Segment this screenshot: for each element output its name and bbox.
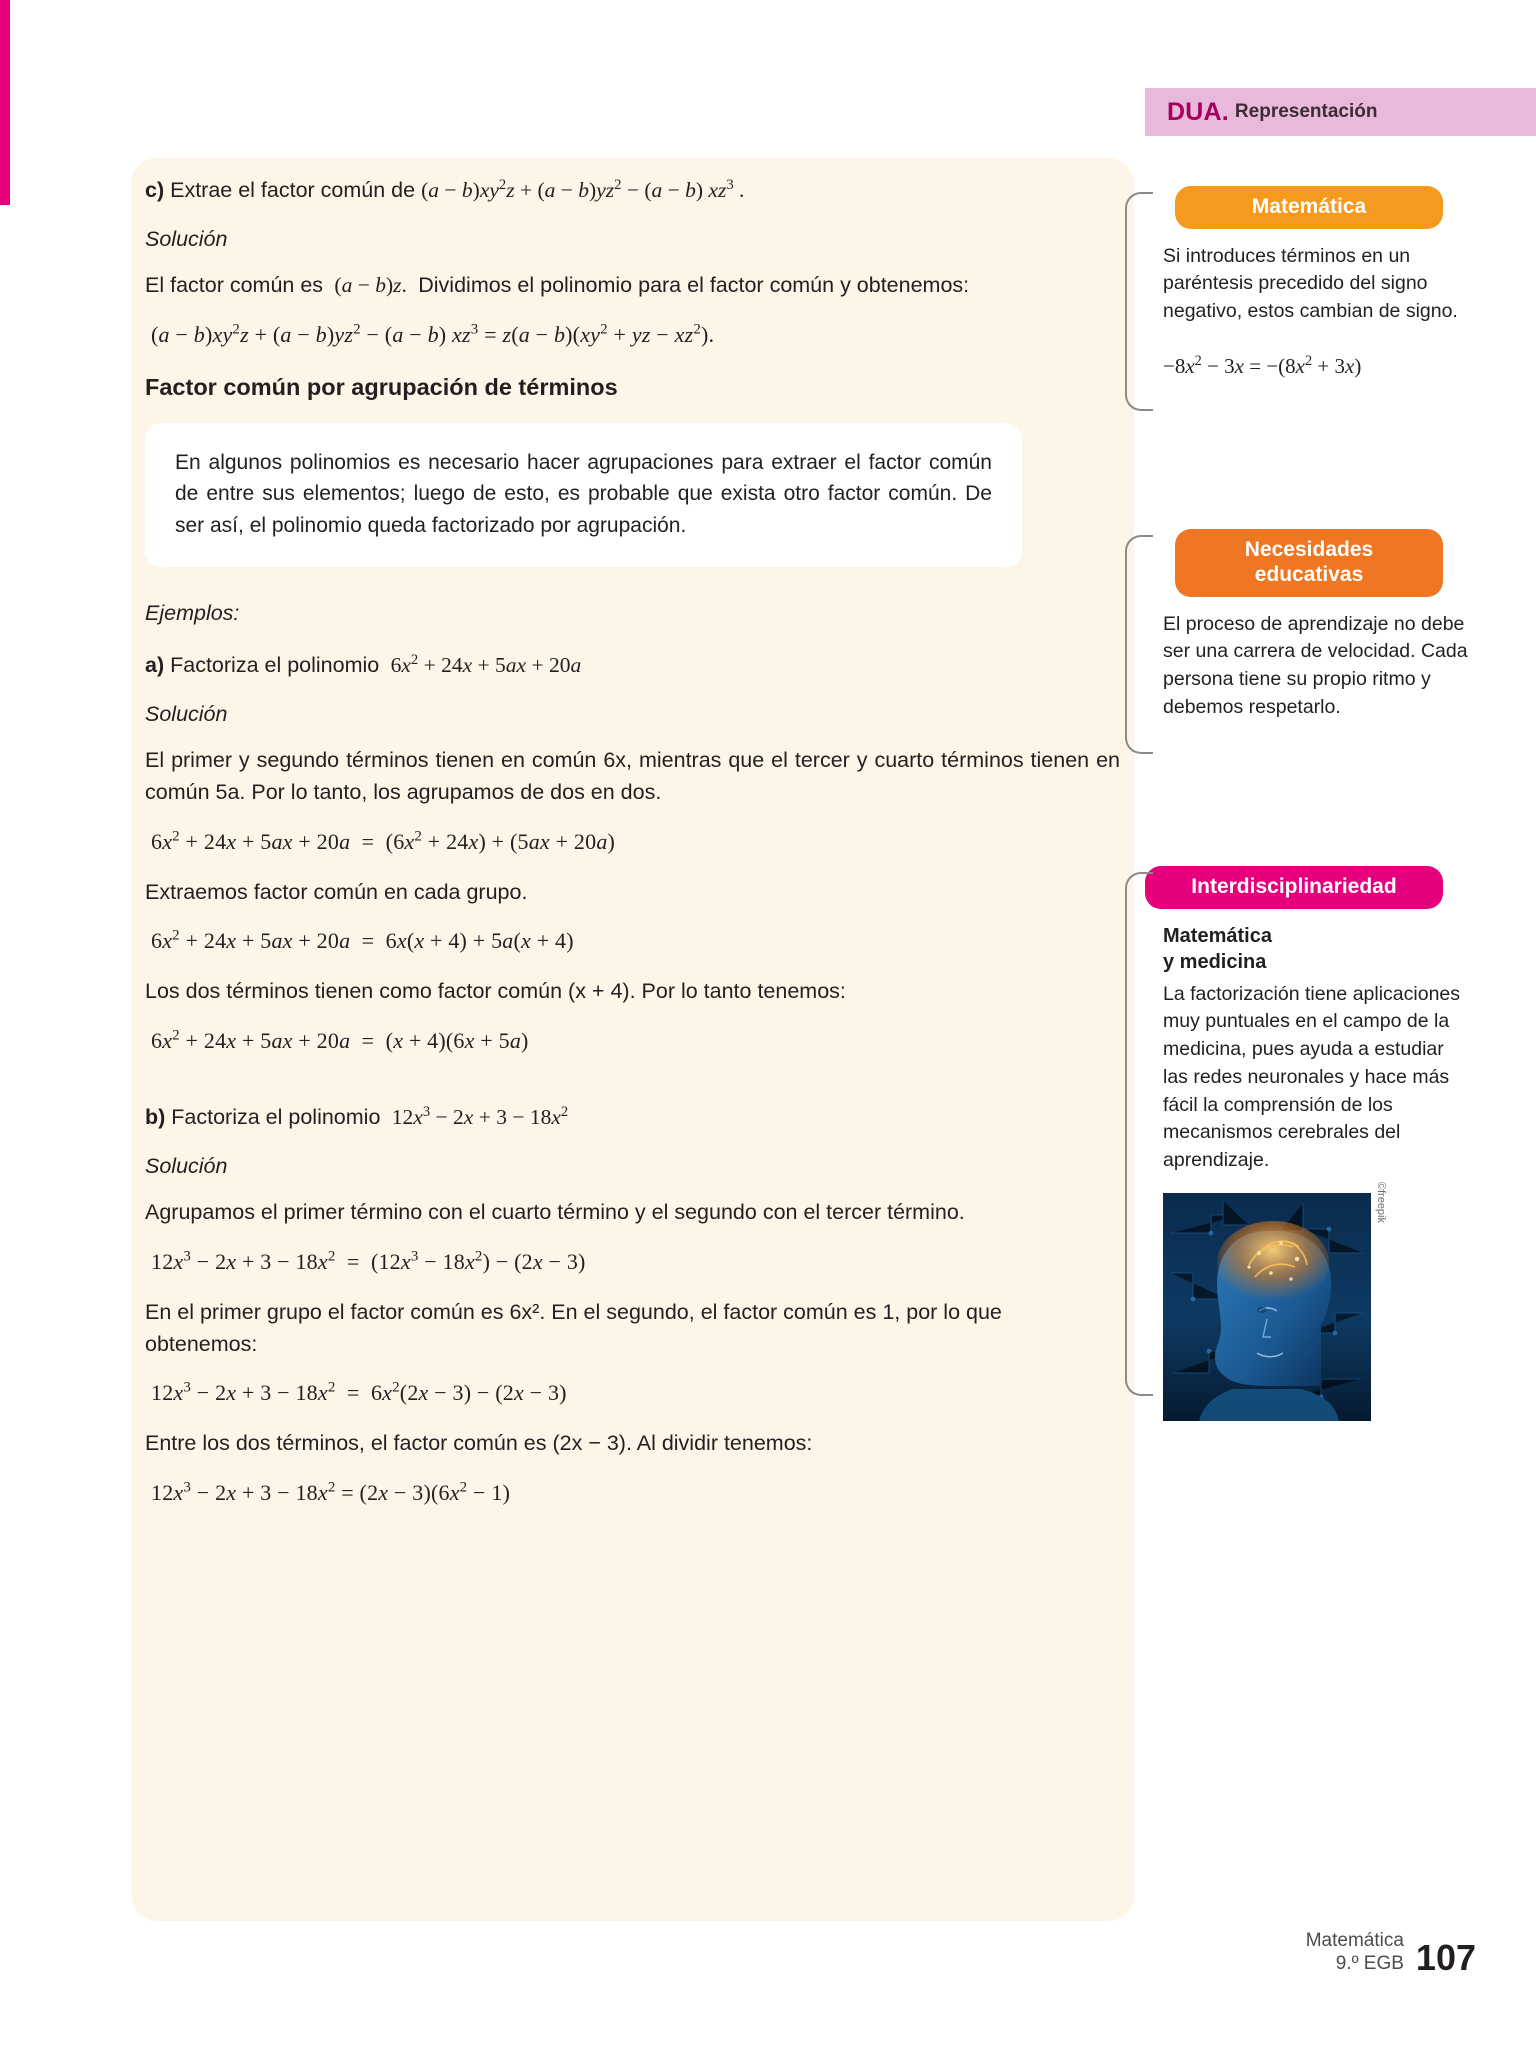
example-a-text: Factoriza el polinomio bbox=[170, 653, 380, 678]
brace-decoration-icon-3 bbox=[1125, 872, 1153, 1396]
card-math-matematica: $-8x^2 - 3x = -(8x^2 + 3x)$ bbox=[1163, 352, 1362, 378]
brace-decoration-icon-2 bbox=[1125, 535, 1153, 754]
brain-illustration-image bbox=[1163, 1181, 1387, 1421]
page-number: 107 bbox=[1415, 1937, 1476, 1978]
card-subhead-line2: y medicina bbox=[1163, 950, 1267, 973]
section-subheading: Factor común por agrupación de términos bbox=[145, 373, 618, 400]
card-title-necesidades-line2: educativas bbox=[1254, 562, 1364, 586]
example-a bbox=[145, 650, 1120, 682]
example-b bbox=[145, 1102, 1120, 1134]
definition-box bbox=[145, 423, 1022, 568]
footer-line-2: 9.º EGB bbox=[1335, 1953, 1404, 1975]
card-title-interdisciplinariedad: Interdisciplinariedad bbox=[1145, 866, 1443, 909]
equation-b-1: $12x^3 - 2x + 3 - 18x^2 = (12x^3 - 18x^2) - (2x - 3)$ bbox=[151, 1248, 586, 1274]
example-a-paragraph-2: Extraemos factor común en cada grupo. bbox=[145, 879, 528, 904]
page-footer bbox=[1306, 1929, 1476, 1977]
solucion-label-a: Solución bbox=[145, 701, 228, 726]
definition-text: En algunos polinomios es necesario hacer agrupaciones para extraer el factor común de entre sus elementos; luego de esto, es probable que exista otro factor común. De ser así, el polinomio queda factorizado por agrupación. bbox=[175, 450, 992, 537]
card-title-matematica: Matemática bbox=[1175, 186, 1443, 229]
paragraph-c-part2: Dividimos el polinomio para el factor común y obtenemos: bbox=[418, 272, 970, 297]
example-b-paragraph-1: Agrupamos el primer término con el cuarto término y el segundo con el tercer término. bbox=[145, 1200, 965, 1224]
example-a-label: a) bbox=[145, 653, 165, 678]
card-title-necesidades bbox=[1175, 529, 1443, 597]
example-b-text: Factoriza el polinomio bbox=[171, 1105, 381, 1130]
example-a-math: $6x^2 + 24x + 5ax + 20a$ bbox=[385, 651, 582, 678]
exercise-c-text: Extrae el factor común de bbox=[170, 178, 416, 202]
card-subhead-line1: Matemática bbox=[1163, 924, 1272, 947]
equation-b-3: $12x^3 - 2x + 3 - 18x^2 = (2x - 3)(6x^2 - 1)$ bbox=[151, 1479, 511, 1506]
example-b-math: $12x^3 - 2x + 3 - 18x^2$ bbox=[386, 1104, 569, 1130]
equation-a-3: $6x^2 + 24x + 5ax + 20a = (x + 4)(6x + 5a)$ bbox=[151, 1027, 529, 1054]
footer-subject bbox=[1306, 1929, 1404, 1977]
sidebar-card-necesidades bbox=[1145, 529, 1475, 721]
card-title-necesidades-line1: Necesidades bbox=[1244, 538, 1374, 561]
equation-a-2: $6x^2 + 24x + 5ax + 20a = 6x(x + 4) + 5a(x + 4)$ bbox=[151, 928, 574, 954]
dua-label-rest: Representación bbox=[1234, 101, 1378, 122]
example-b-label: b) bbox=[145, 1105, 166, 1130]
solucion-label-b: Solución bbox=[145, 1154, 228, 1178]
paragraph-c-solution bbox=[145, 270, 1120, 302]
card-text-interdisciplinariedad: La factorización tiene aplicaciones muy puntuales en el campo de la medicina, pues ayuda a estudiar las redes neuronales y hace más fácil la comprensión de los mecanismos cerebrales del aprendizaje. bbox=[1163, 982, 1461, 1171]
dua-label-bold: DUA. bbox=[1167, 97, 1229, 126]
card-subhead-interdisciplinariedad bbox=[1163, 923, 1475, 975]
footer-line-1: Matemática bbox=[1305, 1929, 1404, 1951]
page-edge-accent-bar bbox=[0, 0, 10, 205]
example-b-paragraph-2: En el primer grupo el factor común es 6x². En el segundo, el factor común es 1, por lo que obtenemos: bbox=[145, 1299, 1002, 1356]
card-text-necesidades: El proceso de aprendizaje no debe ser una carrera de velocidad. Cada persona tiene su propio ritmo y debemos respetarlo. bbox=[1163, 612, 1468, 718]
solucion-label-c: Solución bbox=[145, 226, 228, 251]
ejemplos-label: Ejemplos: bbox=[145, 601, 240, 626]
paragraph-c-math: (a − b)z. bbox=[329, 272, 413, 297]
example-a-paragraph-1: El primer y segundo términos tienen en común 6x, mientras que el tercer y cuarto términos tienen en común 5a. Por lo tanto, los agrupamos de dos en dos. bbox=[145, 747, 1120, 804]
sidebar-card-interdisciplinariedad bbox=[1145, 866, 1475, 1421]
equation-b-2: $12x^3 - 2x + 3 - 18x^2 = 6x^2(2x - 3) - (2x - 3)$ bbox=[151, 1380, 567, 1406]
sidebar-card-matematica bbox=[1145, 186, 1475, 382]
equation-a-1: $6x^2 + 24x + 5ax + 20a = (6x^2 + 24x) + (5ax + 20a)$ bbox=[151, 828, 616, 854]
card-text-matematica: Si introduces términos en un paréntesis precedido del signo negativo, estos cambian de signo. bbox=[1163, 244, 1458, 323]
exercise-c-label: c) bbox=[145, 178, 165, 202]
paragraph-c-part1: El factor común es bbox=[145, 272, 324, 297]
dua-header-strip bbox=[1145, 88, 1536, 136]
example-b-paragraph-3: Entre los dos términos, el factor común es (2x − 3). Al dividir tenemos: bbox=[145, 1431, 813, 1456]
equation-c-1: $(a - b)xy^2z + (a - b)yz^2 - (a - b)$ $xz^3 = z(a - b)(xy^2$ + yz − $xz^2$). bbox=[151, 321, 715, 347]
brace-decoration-icon bbox=[1125, 192, 1153, 411]
exercise-c-math: $(a - b)xy^2z + (a - b)yz^2 - (a - b)$ $xz^3$ . bbox=[421, 176, 745, 202]
example-a-paragraph-3: Los dos términos tienen como factor común (x + 4). Por lo tanto tenemos: bbox=[145, 979, 846, 1004]
exercise-c bbox=[145, 175, 1120, 207]
image-credit: ©freepik bbox=[1375, 1181, 1387, 1223]
main-content bbox=[145, 175, 1120, 1528]
